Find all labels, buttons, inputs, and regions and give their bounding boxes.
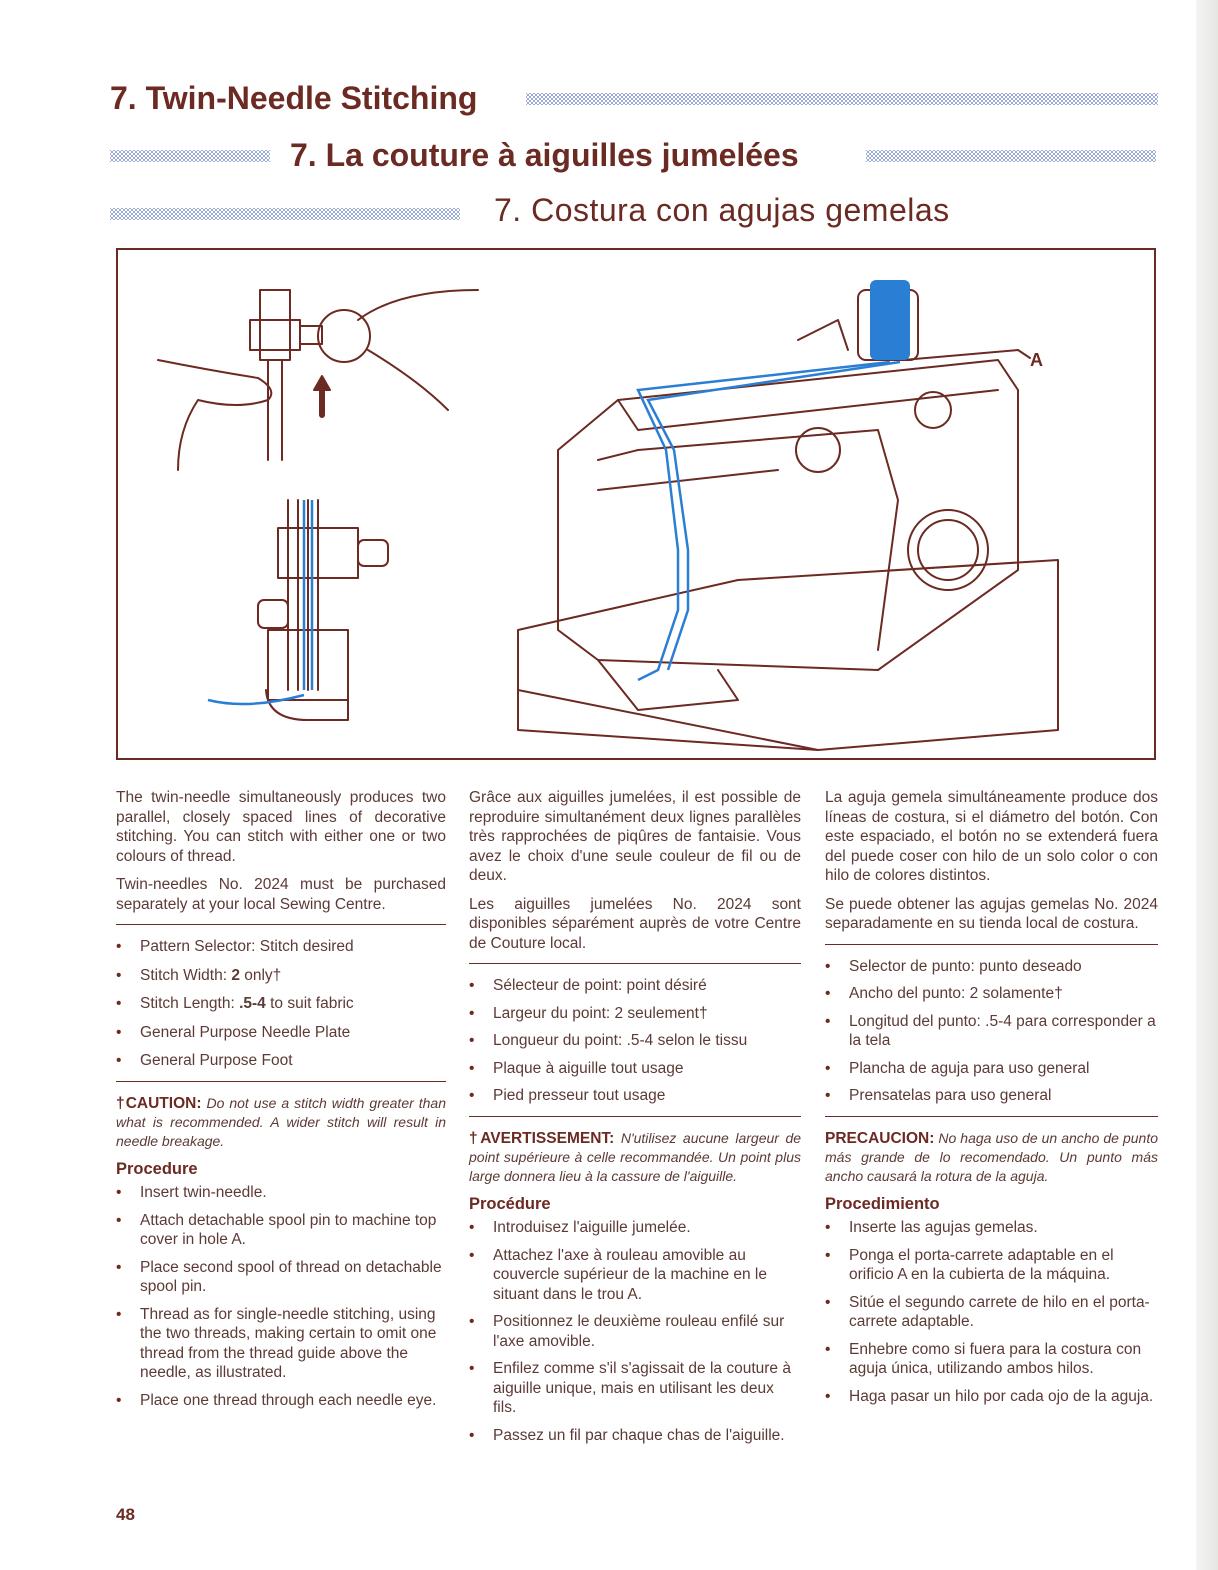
- procedure-title-fr: Procédure: [469, 1194, 551, 1213]
- setting-item: • Pied presseur tout usage: [469, 1086, 801, 1106]
- title-dots-1: [526, 93, 1158, 105]
- title-dots-3: [110, 208, 460, 220]
- setting-item: • Sélecteur de point: point désiré: [469, 976, 801, 996]
- setting-item: • Prensatelas para uso general: [825, 1086, 1158, 1106]
- step-item: • Enfilez comme s'il s'agissait de la couture à aiguille unique, mais en utilisant les deux fils.: [469, 1359, 801, 1418]
- steps-list-fr: [469, 1218, 801, 1445]
- caution-en: †CAUTION: Do not use a stitch width greater than what is recommended. A wider stitch will result in needle breakage.: [116, 1094, 446, 1149]
- divider: [116, 924, 446, 925]
- divider: [825, 1116, 1158, 1117]
- purchase-es: Se puede obtener las agujas gemelas No. 2024 separadamente en su tienda local de costura.: [825, 895, 1158, 932]
- step-item: • Place second spool of thread on detachable spool pin.: [116, 1258, 446, 1297]
- title-dots-2b: [866, 150, 1156, 162]
- setting-item: • Plaque à aiguille tout usage: [469, 1059, 801, 1079]
- intro-fr: Grâce aux aiguilles jumelées, il est possible de reproduire simultanément deux lignes parallèles très rapprochées de piqûres de fantaisie. Vous avez le choix d'une seule couleur de fil ou de deux.: [469, 789, 801, 884]
- sewing-machine-illustration: [118, 250, 1154, 758]
- setting-item: • General Purpose Foot: [116, 1051, 446, 1071]
- setting-item: • Stitch Length: .5-4 to suit fabric: [116, 994, 446, 1014]
- label-a: A: [1030, 350, 1043, 370]
- title-english: 7. Twin-Needle Stitching: [110, 80, 478, 116]
- steps-list-es: [825, 1218, 1158, 1406]
- setting-item: • Plancha de aguja para uso general: [825, 1059, 1158, 1079]
- setting-item: • Ancho del punto: 2 solamente†: [825, 984, 1158, 1004]
- setting-item: • Pattern Selector: Stitch desired: [116, 937, 446, 957]
- page-number: 48: [116, 1505, 135, 1524]
- steps-list-en: [116, 1183, 446, 1410]
- step-item: • Introduisez l'aiguille jumelée.: [469, 1218, 801, 1238]
- step-item: • Place one thread through each needle eye.: [116, 1391, 446, 1411]
- settings-list-es: [825, 957, 1158, 1106]
- column-french: [469, 788, 801, 1453]
- divider: [469, 963, 801, 964]
- needle-insertion-detail: [158, 290, 478, 470]
- step-item: • Enhebre como si fuera para la costura con aguja única, utilizando ambos hilos.: [825, 1340, 1158, 1379]
- setting-item: • Selector de punto: punto deseado: [825, 957, 1158, 977]
- procedure-title-en: Procedure: [116, 1159, 198, 1178]
- title-spanish: 7. Costura con agujas gemelas: [494, 192, 950, 228]
- title-dots-2a: [110, 150, 270, 162]
- setting-item: • Longitud del punto: .5-4 para corresponder a la tela: [825, 1012, 1158, 1051]
- step-item: • Positionnez le deuxième rouleau enfilé sur l'axe amovible.: [469, 1312, 801, 1351]
- title-french: 7. La couture à aiguilles jumelées: [290, 137, 799, 173]
- spool-icon: [870, 280, 910, 360]
- purchase-fr: Les aiguilles jumelées No. 2024 sont disponibles séparément auprès de votre Centre de Couture local.: [469, 895, 801, 952]
- procedure-title-es: Procedimiento: [825, 1194, 940, 1213]
- step-item: • Sitúe el segundo carrete de hilo en el porta-carrete adaptable.: [825, 1293, 1158, 1332]
- setting-item: • General Purpose Needle Plate: [116, 1023, 446, 1043]
- step-item: • Thread as for single-needle stitching, using the two threads, making certain to omit one thread from the thread guide above the needle, as illustrated.: [116, 1305, 446, 1383]
- step-item: • Passez un fil par chaque chas de l'aiguille.: [469, 1426, 801, 1446]
- setting-item: • Stitch Width: 2 only†: [116, 966, 446, 986]
- illustration-frame: [116, 248, 1156, 760]
- divider: [825, 944, 1158, 945]
- step-item: • Insert twin-needle.: [116, 1183, 446, 1203]
- caution-es: PRECAUCION: No haga uso de un ancho de punto más grande de lo recomendado. Un punto más ancho causará la rotura de la aguja.: [825, 1129, 1158, 1184]
- step-item: • Haga pasar un hilo por cada ojo de la aguja.: [825, 1387, 1158, 1407]
- purchase-en: Twin-needles No. 2024 must be purchased separately at your local Sewing Centre.: [116, 876, 446, 913]
- step-item: • Attachez l'axe à rouleau amovible au couvercle supérieur de la machine en le situant dans le trou A.: [469, 1246, 801, 1305]
- column-english: [116, 788, 446, 1418]
- page-edge: [1196, 0, 1218, 1570]
- divider: [116, 1081, 446, 1082]
- setting-item: • Longueur du point: .5-4 selon le tissu: [469, 1031, 801, 1051]
- divider: [469, 1116, 801, 1117]
- intro-es: La aguja gemela simultáneamente produce dos líneas de costura, si el diámetro del botón. Con este espaciado, el botón no se extenderá fuera del puede coser con hilo de un solo color o con hilo de colores distintos.: [825, 789, 1158, 884]
- sewing-machine: [518, 290, 1058, 750]
- settings-list-en: [116, 937, 446, 1071]
- presser-foot-detail: [258, 500, 388, 720]
- step-item: • Ponga el porta-carrete adaptable en el orificio A en la cubierta de la máquina.: [825, 1246, 1158, 1285]
- column-spanish: [825, 788, 1158, 1414]
- caution-fr: †AVERTISSEMENT: N'utilisez aucune largeur de point supérieure à celle recommandée. Un point plus large donnera lieu à la cassure de l'aiguille.: [469, 1129, 802, 1184]
- setting-item: • Largeur du point: 2 seulement†: [469, 1004, 801, 1024]
- step-item: • Attach detachable spool pin to machine top cover in hole A.: [116, 1211, 446, 1250]
- step-item: • Inserte las agujas gemelas.: [825, 1218, 1158, 1238]
- settings-list-fr: [469, 976, 801, 1106]
- intro-en: The twin-needle simultaneously produces two parallel, closely spaced lines of decorative stitching. You can stitch with either one or two colours of thread.: [116, 789, 446, 865]
